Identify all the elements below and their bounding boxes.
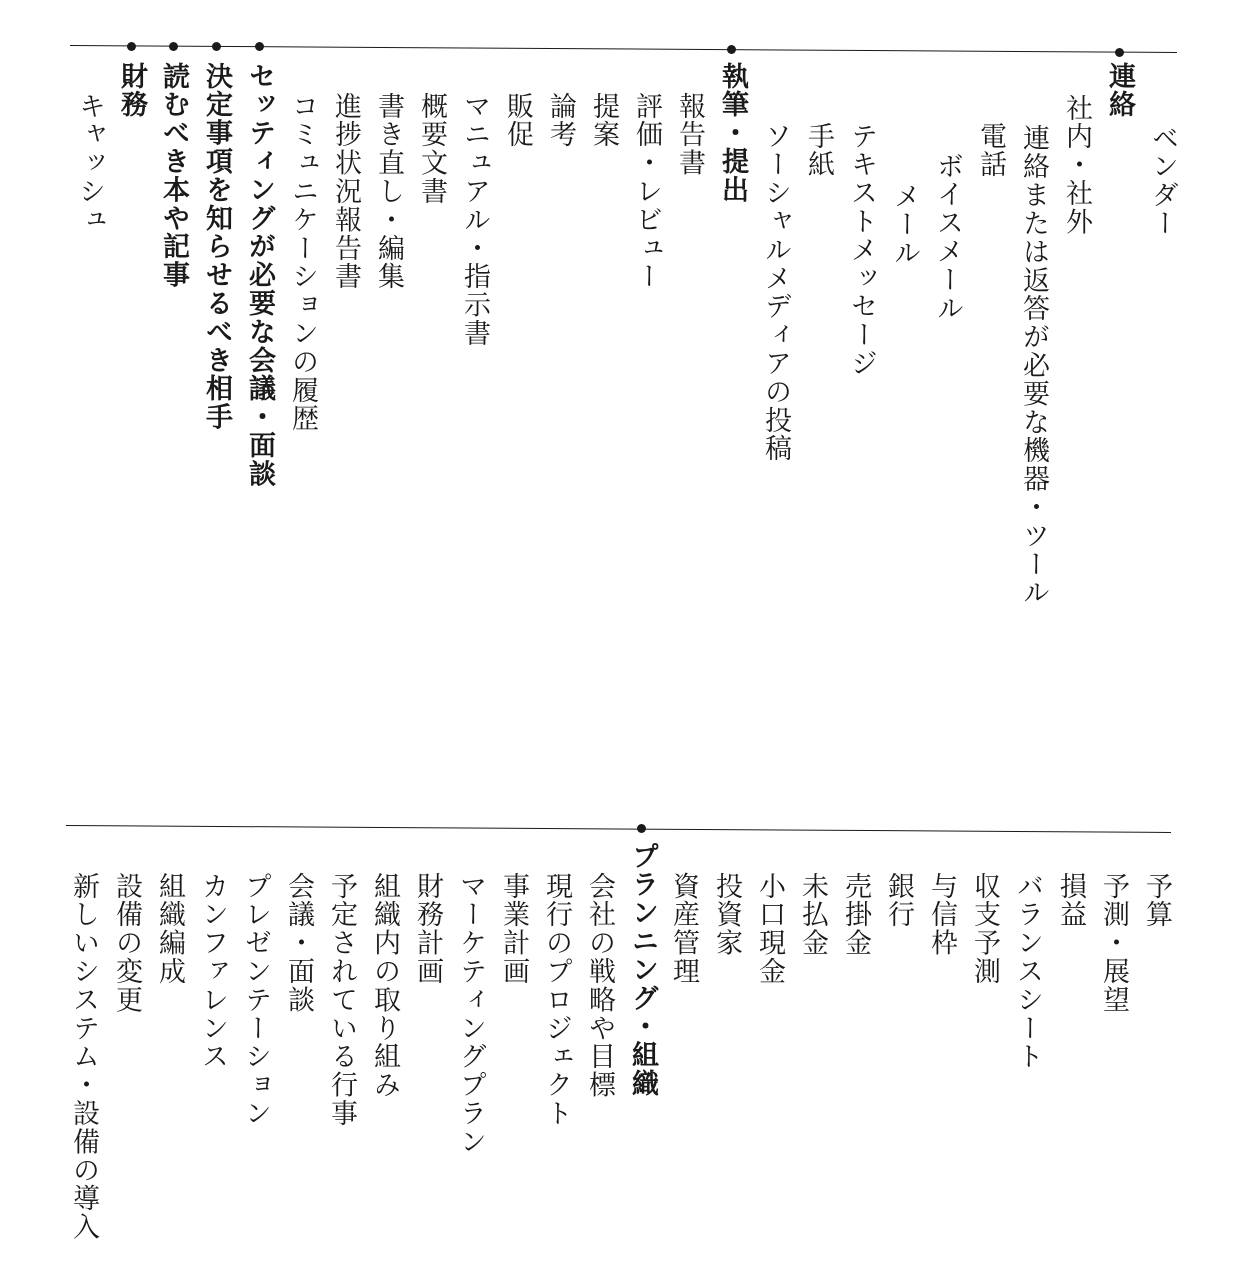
list-item: 収支予測 xyxy=(969,872,1000,986)
list-item: テキストメッセージ xyxy=(846,122,877,378)
bottom-rule xyxy=(66,825,1171,833)
heading-setting: セッティングが必要な会議・面談 xyxy=(244,62,275,488)
heading-kettei: 決定事項を知らせるべき相手 xyxy=(201,62,232,432)
list-item: 与信枠 xyxy=(926,872,957,958)
bullet-dot xyxy=(127,42,136,51)
list-item: 財務計画 xyxy=(412,872,443,986)
list-item: 会議・面談 xyxy=(283,872,314,1014)
list-item: 書き直し・編集 xyxy=(373,92,404,291)
heading-yomu: 読むべき本や記事 xyxy=(158,62,189,290)
list-item: 手紙 xyxy=(803,122,834,179)
bullet-dot xyxy=(212,42,221,51)
list-item: 投資家 xyxy=(711,872,742,958)
list-item: ボイスメール xyxy=(932,152,963,323)
list-item: バランスシート xyxy=(1012,872,1043,1071)
list-item: 売掛金 xyxy=(840,872,871,958)
list-item: 論考 xyxy=(545,92,576,149)
list-item: 予算 xyxy=(1141,872,1172,929)
list-item: 小口現金 xyxy=(754,872,785,986)
heading-planning: プランニング・組織 xyxy=(627,842,658,1098)
list-item: 社内・社外 xyxy=(1061,94,1092,236)
list-item: 予測・展望 xyxy=(1098,872,1129,1014)
list-item: マニュアル・指示書 xyxy=(459,92,490,348)
bullet-dot xyxy=(727,45,736,54)
list-item: 損益 xyxy=(1055,872,1086,929)
list-item: コミュニケーションの履歴 xyxy=(287,92,318,433)
list-item: 進捗状況報告書 xyxy=(330,92,361,291)
list-item: キャッシュ xyxy=(74,92,105,234)
list-item: メール xyxy=(889,182,920,268)
list-item: 銀行 xyxy=(883,872,914,929)
top-rule xyxy=(70,45,1177,53)
list-item: ベンダー xyxy=(1147,124,1178,238)
list-item: 予定されている行事 xyxy=(326,872,357,1128)
list-item: 会社の戦略や目標 xyxy=(584,872,615,1100)
list-item: 未払金 xyxy=(797,872,828,958)
list-item: プレゼンテーション xyxy=(240,872,271,1128)
list-item: 資産管理 xyxy=(668,872,699,986)
list-item: ソーシャルメディアの投稿 xyxy=(760,122,791,463)
list-item: 評価・レビュー xyxy=(631,92,662,291)
list-item: 概要文書 xyxy=(416,92,447,206)
list-item: 事業計画 xyxy=(498,872,529,986)
bullet-dot xyxy=(169,42,178,51)
list-item: マーケティングプラン xyxy=(455,872,486,1156)
heading-zaimu: 財務 xyxy=(116,62,147,119)
list-item: 設備の変更 xyxy=(111,872,142,1014)
list-item: 連絡または返答が必要な機器・ツール xyxy=(1018,124,1049,607)
list-item: カンファレンス xyxy=(197,872,228,1071)
list-item: 現行のプロジェクト xyxy=(541,872,572,1128)
bullet-dot xyxy=(637,824,646,833)
bullet-dot xyxy=(1115,48,1124,57)
list-item: 報告書 xyxy=(674,92,705,178)
heading-shippitsu: 執筆・提出 xyxy=(717,62,748,204)
heading-renraku: 連絡 xyxy=(1104,62,1135,119)
list-item: 組織内の取り組み xyxy=(369,872,400,1100)
bullet-dot xyxy=(255,42,264,51)
list-item: 電話 xyxy=(975,122,1006,179)
list-item: 新しいシステム・設備の導入 xyxy=(68,872,99,1242)
list-item: 提案 xyxy=(588,92,619,149)
list-item: 販促 xyxy=(502,92,533,149)
list-item: 組織編成 xyxy=(154,872,185,986)
